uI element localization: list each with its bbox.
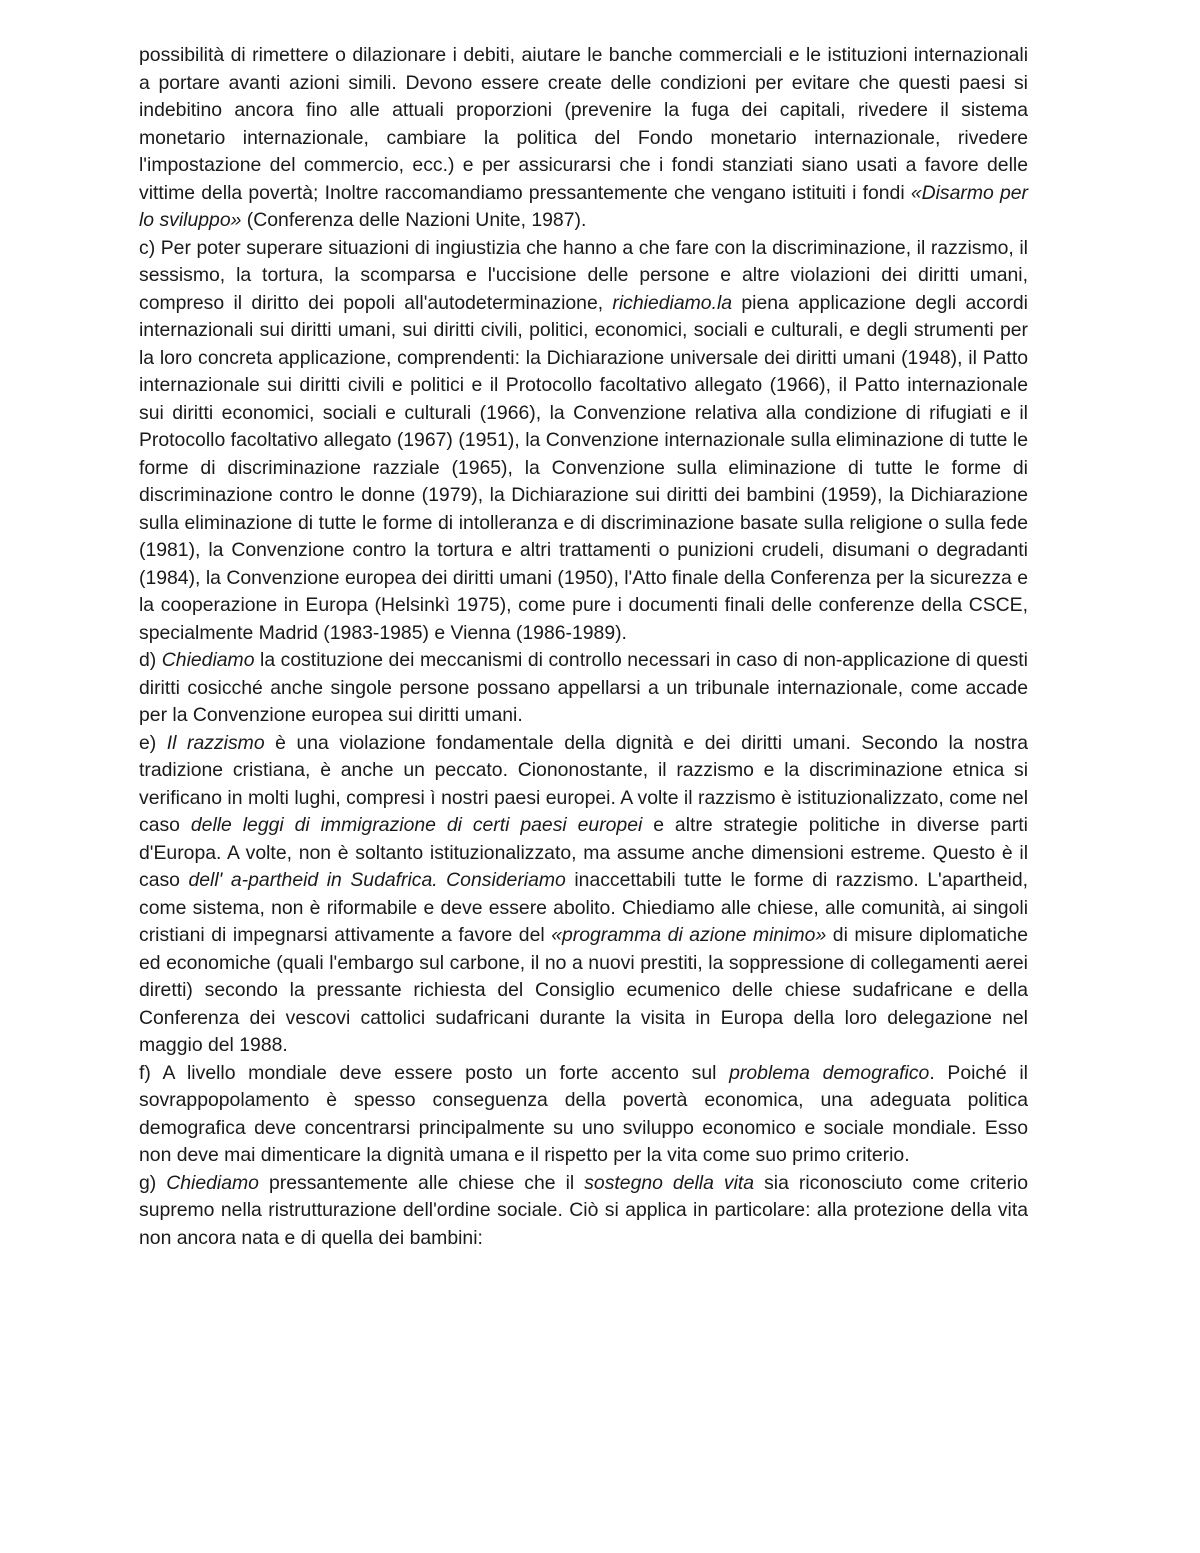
text-run: è una violazione fondamentale della dignità e dei diritti umani. Secondo la nostra tradizione cristiana, è anche un peccato. Ciononostante, il razzismo e la discriminazione etnica si verificano in molti lughi, compresi ì nostri paesi europei. A volte il razzismo è istituzionalizzato, come nel caso	[139, 731, 1028, 836]
text-run: . Poiché il sovrappopolamento è spesso conseguenza della povertà economica, una adeguata politica demografica deve concentrarsi principalmente su uno sviluppo economico e sociale mondiale. Esso non deve mai dimenticare la dignità umana e il rispetto per la vita come suo primo criterio.	[139, 1061, 1028, 1166]
paragraph-debt-relief	[139, 42, 1028, 235]
document-page	[139, 42, 1028, 1252]
text-run-italic: problema demografico	[729, 1061, 930, 1084]
text-run: f) A livello mondiale deve essere posto un forte accento sul	[139, 1061, 730, 1084]
text-run-italic: richiediamo.la	[612, 291, 733, 314]
text-run: g)	[139, 1171, 167, 1194]
text-run-italic: Chiediamo	[166, 1171, 259, 1194]
text-run-italic: delle leggi di immigrazione di certi paesi europei	[190, 814, 643, 836]
text-run-italic: Chiediamo	[161, 649, 255, 671]
paragraph-f-demography	[139, 1060, 1028, 1170]
text-run: piena applicazione degli accordi internazionali sui diritti umani, sui diritti civili, politici, economici, sociali e culturali, e degli strumenti per la loro concreta applicazione, comprendenti: la Dichiarazione universale dei diritti umani (1948), il Patto internazionale sui diritti civili e politici e il Protocollo facoltativo allegato (1966), il Patto internazionale sui diritti economici, sociali e culturali (1966), la Convenzione relativa alla condizione di rifugiati e il Protocollo facoltativo allegato (1967) (1951), la Convenzione internazionale sulla eliminazione di tutte le forme di discriminazione razziale (1965), la Convenzione sulla eliminazione di tutte le forme di discriminazione contro le donne (1979), la Dichiarazione sui diritti dei bambini (1959), la Dichiarazione sulla eliminazione di tutte le forme di intolleranza e di discriminazione basate sulla religione o sulla fede (1981), la Convenzione contro la tortura e altri trattamenti o punizioni crudeli, disumani o degradanti (1984), la Convenzione europea dei diritti umani (1950), l'Atto finale della Conferenza per la sicurezza e la cooperazione in Europa (Helsinkì 1975), come pure i documenti finali delle conferenze della CSCE, specialmente Madrid (1983-1985) e Vienna (1986-1989).	[139, 291, 1028, 644]
text-run: di misure diplomatiche ed economiche (quali l'embargo sul carbone, il no a nuovi prestiti, la soppressione di collegamenti aerei diretti) secondo la pressante richiesta del Consiglio ecumenico delle chiese sudafricane e della Conferenza dei vescovi cattolici sudafricani durante la visita in Europa della loro delegazione nel maggio del 1988.	[139, 924, 1028, 1056]
text-run: c) Per poter superare situazioni di ingiustizia che hanno a che fare con la discriminazione, il razzismo, il sessismo, la tortura, la scomparsa e l'uccisione delle persone e altre violazioni dei diritti umani, compreso il diritto dei popoli all'autodeterminazione,	[139, 236, 1028, 314]
text-run: possibilità di rimettere o dilazionare i debiti, aiutare le banche commerciali e le istituzioni internazionali a portare avanti azioni simili. Devono essere create delle condizioni per evitare che questi paesi si indebitino ancora fino alle attuali proporzioni (prevenire la fuga dei capitali, rivedere il sistema monetario internazionale, cambiare la politica del Fondo monetario internazionale, rivedere l'impostazione del commercio, ecc.) e per assicurarsi che i fondi stanziati siano usati a favore delle vittime della povertà; Inoltre raccomandiamo pressantemente che vengano istituiti i fondi	[139, 44, 1028, 204]
text-run: (Conferenza delle Nazioni Unite, 1987).	[241, 209, 587, 231]
text-run-italic: «programma di azione minimo»	[551, 924, 827, 946]
text-run-italic: «Disarmo per lo sviluppo»	[139, 181, 1028, 231]
text-run-italic: Il razzismo	[166, 731, 265, 754]
text-run: inaccettabili tutte le forme di razzismo. L'apartheid, come sistema, non è riformabile e deve essere abolito. Chiediamo alle chiese, alle comunità, ai singoli cristiani di impegnarsi attivamente a favore del	[139, 869, 1028, 946]
text-run-italic: dell' a-partheid in Sudafrica. Consideriamo	[188, 869, 566, 891]
text-run-italic: sostegno della vita	[584, 1171, 755, 1194]
text-run: sia riconosciuto come criterio supremo nella ristrutturazione dell'ordine sociale. Ciò si applica in particolare: alla protezione della vita non ancora nata e di quella dei bambini:	[139, 1171, 1028, 1249]
paragraph-g-support-of-life	[139, 1170, 1028, 1253]
paragraph-c-human-rights	[139, 235, 1028, 648]
text-run: e)	[139, 731, 167, 754]
paragraph-e-racism	[139, 730, 1028, 1060]
paragraph-d-control-mechanisms	[139, 647, 1028, 730]
text-run: d)	[139, 649, 162, 671]
text-run: e altre strategie politiche in diverse parti d'Europa. A volte, non è soltanto istituzionalizzato, ma assume anche dimensioni estreme. Questo è il caso	[139, 814, 1028, 891]
text-run: pressantemente alle chiese che il	[258, 1171, 585, 1194]
text-run: la costituzione dei meccanismi di controllo necessari in caso di non-applicazione di questi diritti cosicché anche singole persone possano appellarsi a un tribunale internazionale, come accade per la Convenzione europea sui diritti umani.	[139, 649, 1028, 726]
